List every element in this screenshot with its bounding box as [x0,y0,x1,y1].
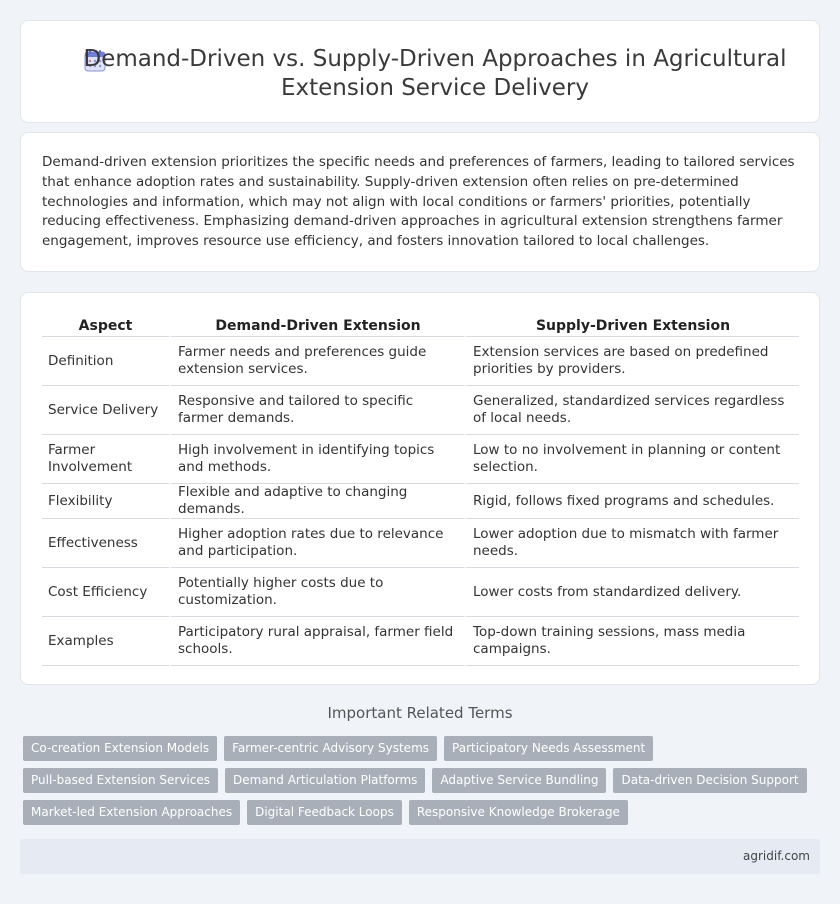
related-term-tag[interactable]: Data-driven Decision Support [613,768,806,793]
table-cell-aspect: Definition [42,337,169,386]
table-row [42,337,799,386]
table-header-row [42,315,799,337]
related-term-tag[interactable]: Demand Articulation Platforms [225,768,425,793]
table-cell-supply: Lower adoption due to mismatch with farmer needs. [464,519,799,568]
footer-bar [20,839,820,874]
table-cell-supply: Top-down training sessions, mass media campaigns. [464,617,799,666]
table-row [42,484,799,519]
table-cell-supply: Low to no involvement in planning or content selection. [464,435,799,484]
table-cell-aspect: Effectiveness [42,519,169,568]
table-row [42,617,799,666]
table-cell-aspect: Service Delivery [42,386,169,435]
page-title: Demand-Driven vs. Supply-Driven Approaches in Agricultural Extension Service Delivery [83,46,787,101]
table-cell-demand: Participatory rural appraisal, farmer field schools. [169,617,464,666]
related-term-tag[interactable]: Farmer-centric Advisory Systems [224,736,437,761]
table-cell-aspect: Flexibility [42,484,169,519]
table-cell-demand: Farmer needs and preferences guide extension services. [169,337,464,386]
column-header-demand: Demand-Driven Extension [169,315,464,337]
header-card [20,20,820,123]
table-cell-supply: Generalized, standardized services regardless of local needs. [464,386,799,435]
table-row [42,435,799,484]
intro-card [20,132,820,272]
related-term-tag[interactable]: Responsive Knowledge Brokerage [409,800,628,825]
table-cell-aspect: Examples [42,617,169,666]
column-header-supply: Supply-Driven Extension [464,315,799,337]
table-cell-demand: Higher adoption rates due to relevance and participation. [169,519,464,568]
comparison-table-card [20,292,820,685]
table-cell-aspect: Farmer Involvement [42,435,169,484]
related-term-tag[interactable]: Adaptive Service Bundling [432,768,606,793]
footer-site-link[interactable]: agridif.com [743,849,810,863]
intro-paragraph: Demand-driven extension prioritizes the specific needs and preferences of farmers, leading to tailored services that enhance adoption rates and sustainability. Supply-driven extension often relies on pre-determined technologies and information, which may not align with local conditions or farmers' priorities, potentially reducing effectiveness. Emphasizing demand-driven approaches in agricultural extension strengthens farmer engagement, improves resource use efficiency, and fosters innovation tailored to local challenges. [42,154,795,250]
related-terms-list [23,736,813,825]
related-term-tag[interactable]: Market-led Extension Approaches [23,800,240,825]
column-header-aspect: Aspect [42,315,169,337]
related-term-tag[interactable]: Participatory Needs Assessment [444,736,653,761]
related-term-tag[interactable]: Pull-based Extension Services [23,768,218,793]
table-cell-aspect: Cost Efficiency [42,568,169,617]
table-cell-supply: Extension services are based on predefined priorities by providers. [464,337,799,386]
table-row [42,386,799,435]
table-cell-demand: High involvement in identifying topics and methods. [169,435,464,484]
table-cell-demand: Responsive and tailored to specific farmer demands. [169,386,464,435]
table-row [42,568,799,617]
table-cell-supply: Lower costs from standardized delivery. [464,568,799,617]
table-cell-supply: Rigid, follows fixed programs and schedules. [464,484,799,519]
comparison-table [42,315,799,666]
related-terms-heading: Important Related Terms [327,704,513,722]
table-row [42,519,799,568]
related-term-tag[interactable]: Co-creation Extension Models [23,736,217,761]
related-term-tag[interactable]: Digital Feedback Loops [247,800,402,825]
table-cell-demand: Potentially higher costs due to customization. [169,568,464,617]
table-cell-demand: Flexible and adaptive to changing demands. [169,484,464,519]
